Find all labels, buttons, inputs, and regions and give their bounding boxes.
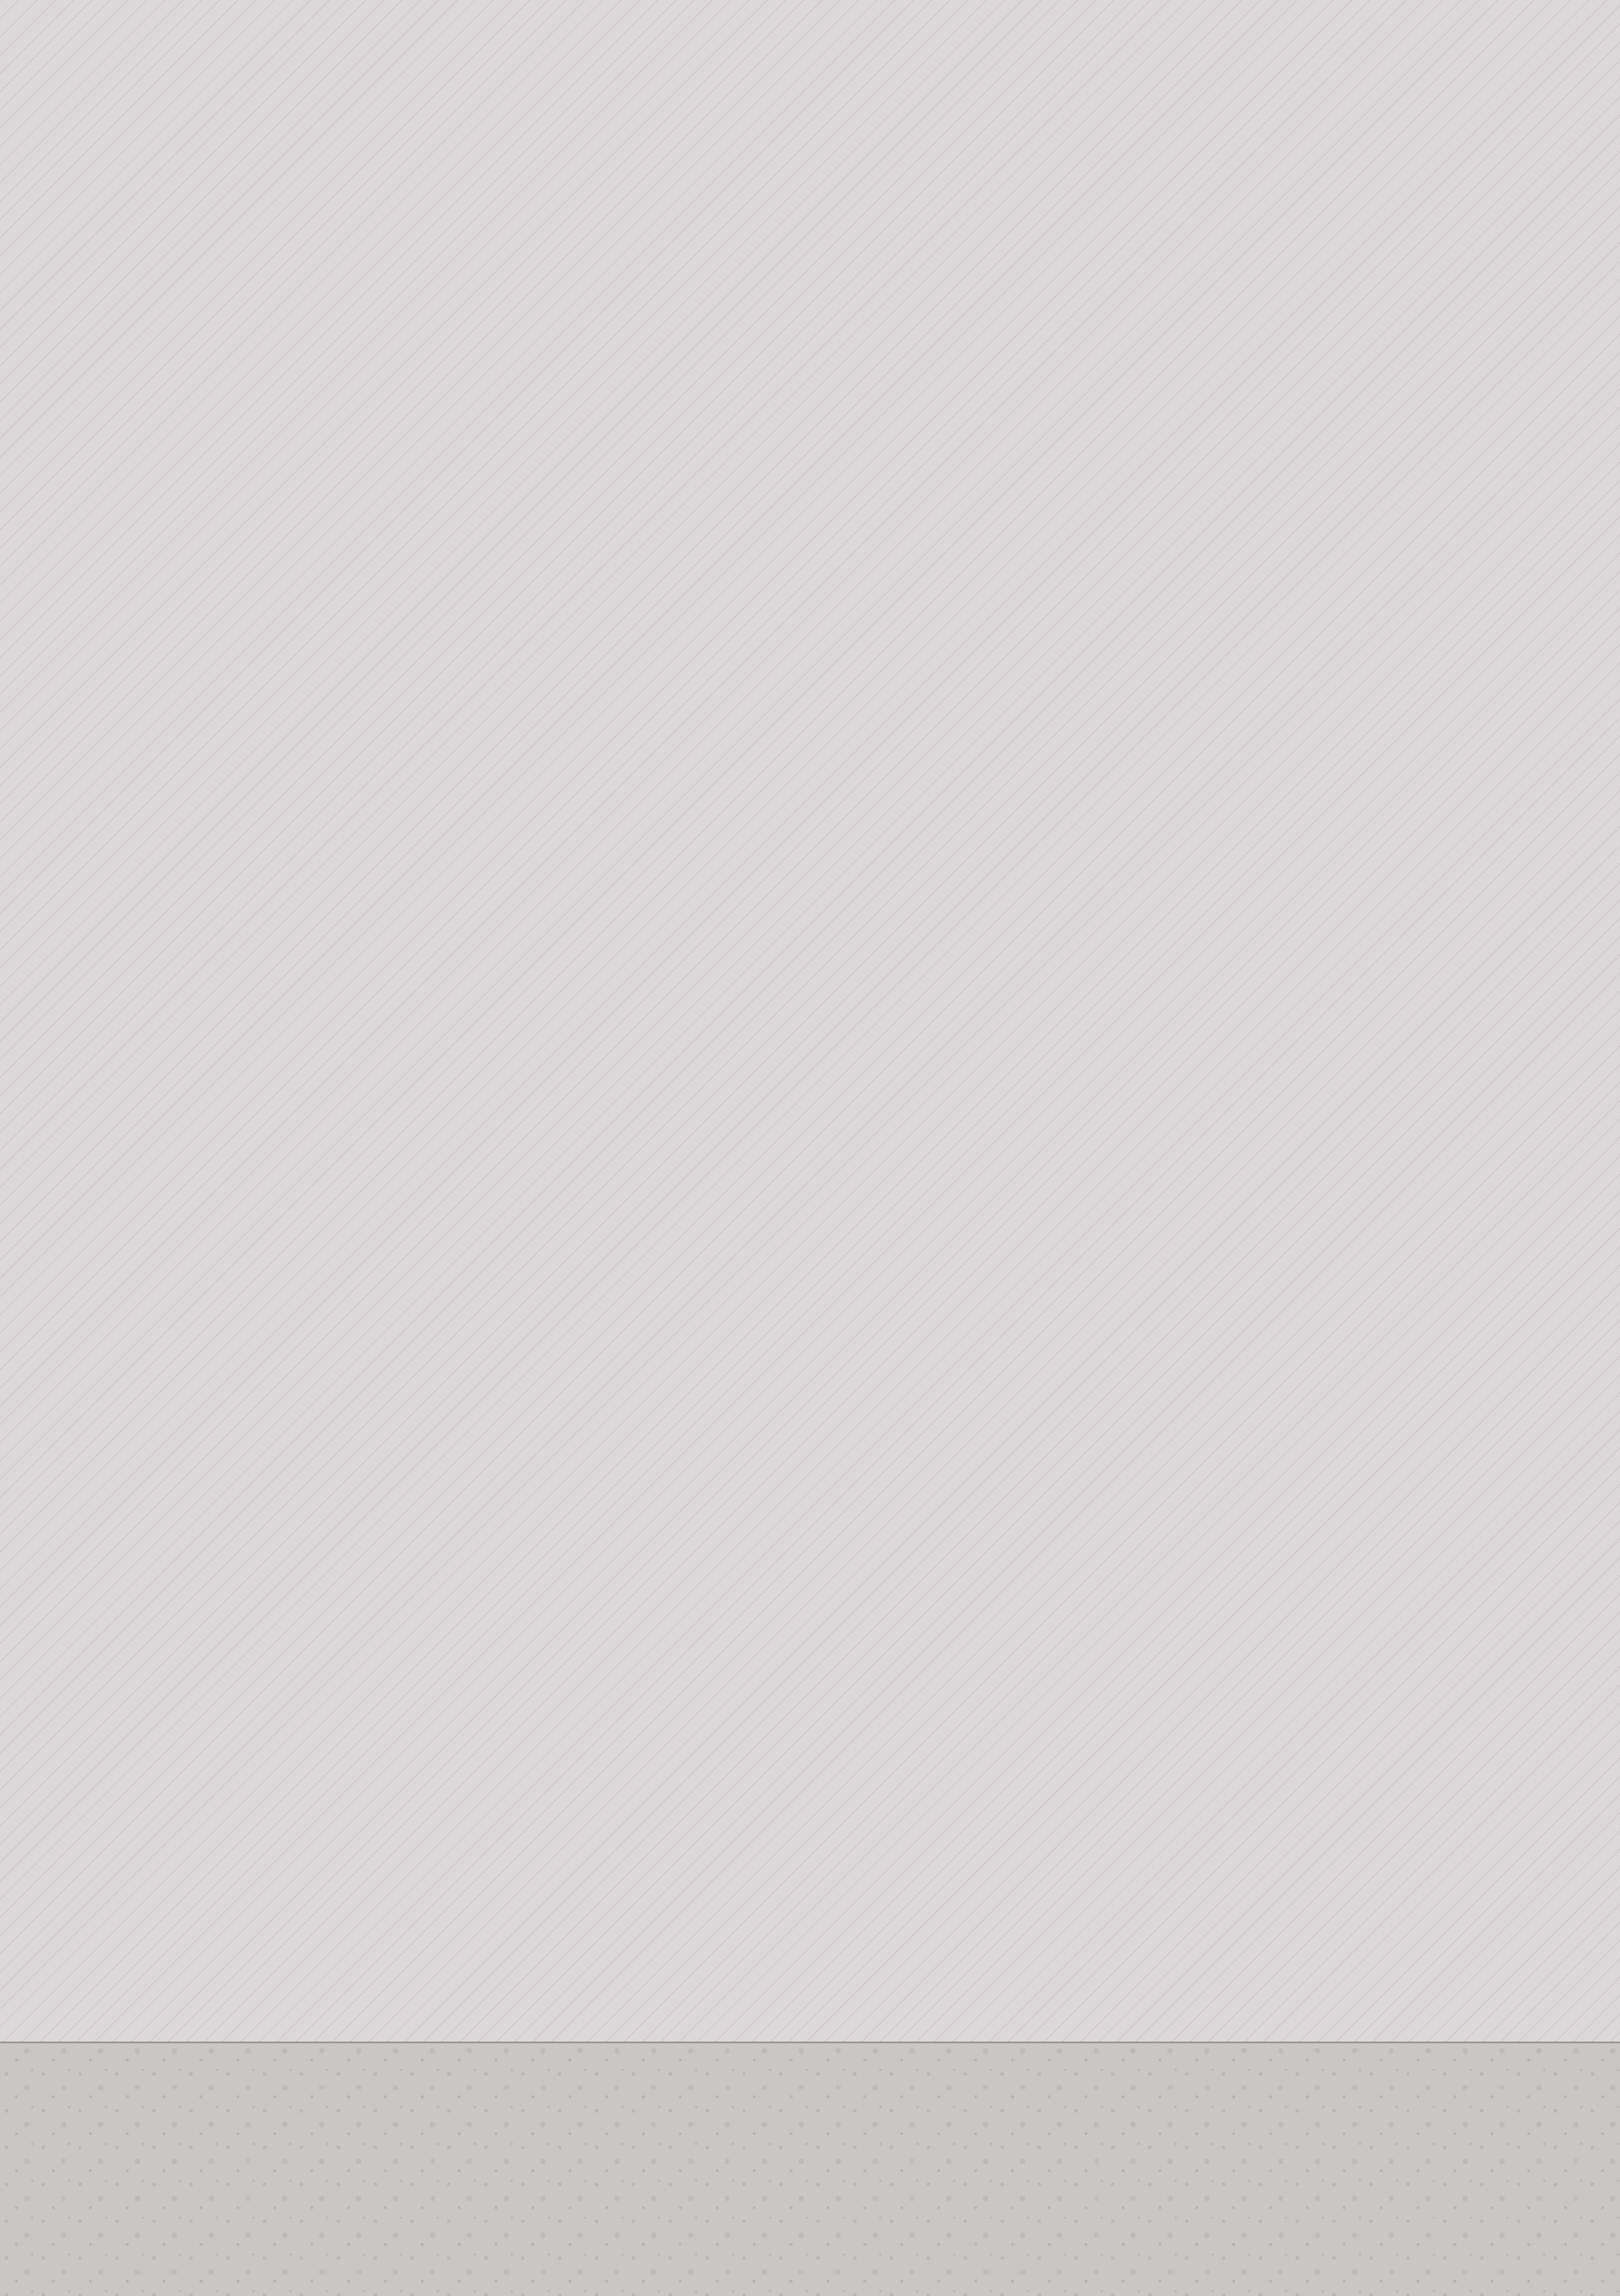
ground: [0, 2042, 1620, 2296]
